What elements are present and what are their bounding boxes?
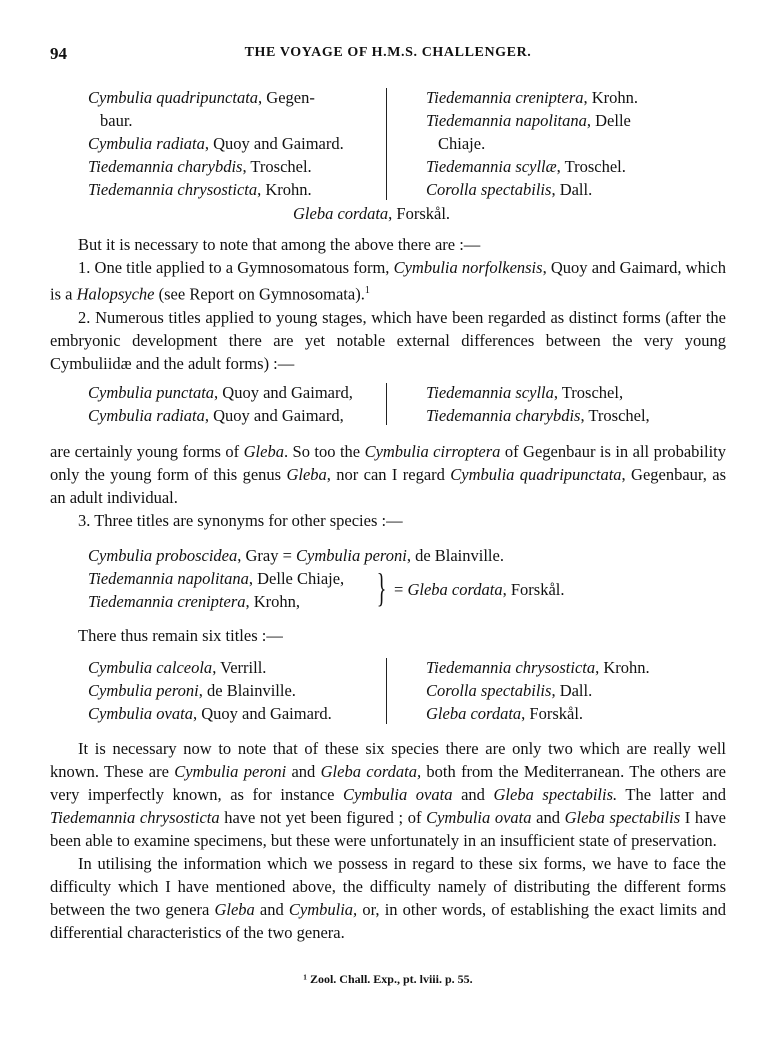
list-item: baur. (100, 111, 133, 130)
column-divider (386, 658, 387, 724)
column-divider (386, 383, 387, 425)
list-item: Cymbulia punctata, Quoy and Gaimard, (88, 383, 353, 402)
list-item: Cymbulia radiata, Quoy and Gaimard. (88, 134, 344, 153)
list-item: Corolla spectabilis, Dall. (426, 180, 593, 199)
body-section-3 (50, 624, 726, 647)
list-item: Tiedemannia scylla, Troschel, (426, 383, 624, 402)
list-item: Cymbulia radiata, Quoy and Gaimard, (88, 406, 344, 425)
footnote-mark: 1 (364, 285, 370, 296)
list-item: Cymbulia ovata, Quoy and Gaimard. (88, 704, 332, 723)
paragraph: 2. Numerous titles applied to young stages, which have been regarded as distinct forms (after the embryonic development there are yet notable external differences between the very young Cymbuliidæ and the adult forms) :— (50, 307, 726, 373)
paragraph: 1. One title applied to a Gymnosomatous form, Cymbulia norfolkensis, Quoy and Gaimard, which is a Halopsyche (see Report on Gymnosomata).$^1$ (50, 258, 727, 304)
list-item: Cymbulia peroni, de Blainville. (88, 681, 296, 700)
brace-glyph: } (376, 565, 387, 610)
page-header (50, 44, 726, 68)
paragraph: 3. Three titles are synonyms for other species :— (78, 511, 403, 530)
paragraph: are certainly young forms of Gleba. So too the Cymbulia cirroptera of Gegenbaur is in all probability only the young form of this genus Gleba, nor can I regard Cymbulia quadripunctata, Gegenbaur, as an adult individual. (50, 442, 726, 507)
paragraph: There thus remain six titles :— (78, 626, 283, 645)
paragraph: It is necessary now to note that of these six species there are only two which are really well known. These are Cymbulia peroni and Gleba cordata, both from the Mediterranean. The others are very imperfectly known, as for instance Cymbulia ovata and Gleba spectabilis. The latter and Tiedemannia chrysosticta have not yet been figured ; of Cymbulia ovata and Gleba spectabilis I have been able to examine specimens, but these were unfortunately in an insufficient state of preservation. (50, 739, 727, 850)
species-list-2-right (426, 381, 716, 427)
list-item: Cymbulia proboscidea, Gray = Cymbulia peroni, de Blainville. (88, 546, 504, 565)
column-divider (386, 88, 387, 200)
list-item-centered: Gleba cordata, Forskål. (293, 204, 451, 223)
list-item: Tiedemannia chrysosticta, Krohn. (426, 658, 650, 677)
list-item: Cymbulia calceola, Verrill. (88, 658, 267, 677)
body-section-2 (50, 440, 726, 532)
species-list-1 (88, 86, 708, 226)
list-item: Gleba cordata, Forskål. (426, 704, 584, 723)
list-item: Chiaje. (438, 134, 486, 153)
body-section-1 (50, 233, 726, 375)
list-item: Cymbulia quadripunctata, Gegen- (88, 88, 315, 107)
species-list-2 (88, 381, 708, 429)
species-list-1-left (88, 86, 383, 201)
synonyms-list (88, 544, 708, 616)
list-item: Tiedemannia napolitana, Delle (426, 111, 631, 130)
running-title: THE VOYAGE OF H.M.S. CHALLENGER. (244, 45, 532, 60)
list-item: Corolla spectabilis, Dall. (426, 681, 593, 700)
list-item: Tiedemannia creniptera, Krohn, (88, 592, 301, 611)
synonym-target: = Gleba cordata, Forskål. (394, 580, 565, 599)
footnote: ¹ Zool. Chall. Exp., pt. lviii. p. 55. (303, 972, 473, 986)
list-item: Tiedemannia creniptera, Krohn. (426, 88, 639, 107)
species-list-1-right (426, 86, 716, 201)
list-item: Tiedemannia charybdis, Troschel. (88, 157, 312, 176)
page-number: 94 (50, 44, 67, 63)
species-list-2-left (88, 381, 383, 427)
species-list-3-right (426, 656, 716, 725)
species-list-3-left (88, 656, 383, 725)
list-item: Tiedemannia napolitana, Delle Chiaje, (88, 569, 345, 588)
paragraph: But it is necessary to note that among the above there are :— (78, 235, 481, 254)
paragraph: In utilising the information which we possess in regard to these six forms, we have to face the difficulty which I have mentioned above, the difficulty namely of distributing the different forms between the two genera Gleba and Cymbulia, or, in other words, of establishing the exact limits and differential characteristics of the two genera. (50, 854, 727, 942)
list-item: Tiedemannia scyllæ, Troschel. (426, 157, 626, 176)
list-item: Tiedemannia charybdis, Troschel, (426, 406, 650, 425)
species-list-3 (88, 656, 708, 728)
list-item: Tiedemannia chrysosticta, Krohn. (88, 180, 312, 199)
body-section-4 (50, 737, 726, 944)
